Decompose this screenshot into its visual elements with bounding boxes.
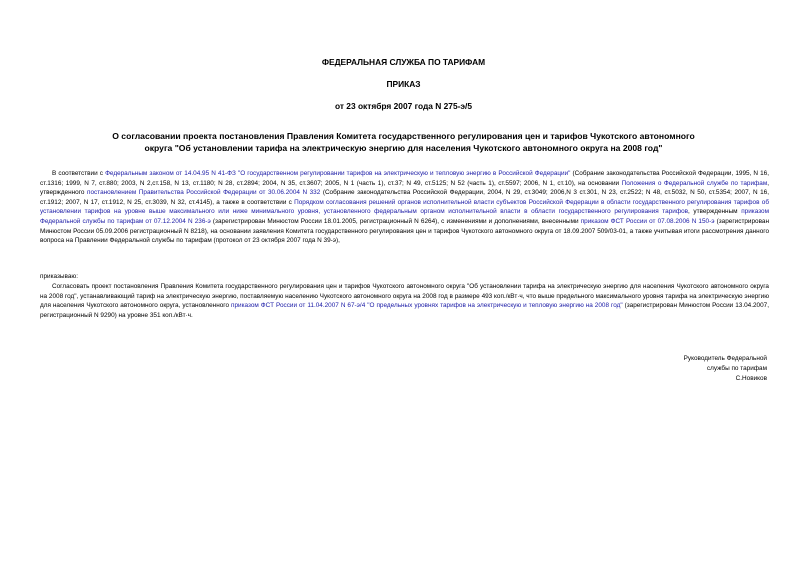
agency-heading: ФЕДЕРАЛЬНАЯ СЛУЖБА ПО ТАРИФАМ bbox=[321, 57, 486, 67]
link-government-decree[interactable]: постановлением Правительства Российской Федерации от 30.06.2004 N 332 bbox=[87, 189, 321, 197]
order-word: приказываю: bbox=[40, 273, 78, 280]
document-title bbox=[90, 130, 717, 154]
preamble-text: , утвержденного bbox=[40, 179, 770, 197]
link-fst-regulation[interactable]: Положения о Федеральной службе по тарифам bbox=[621, 179, 768, 187]
link-fst-order-150[interactable]: приказом ФСТ России от 07.08.2006 N 150-э bbox=[580, 217, 715, 225]
doc-type-heading: ПРИКАЗ bbox=[386, 79, 421, 89]
order-body-text: Согласовать проект постановления Правления Комитета государственного регулирования цен и тарифов Чукотского автономного округа "Об установлении тарифа на электрическую энергию для населения Чукотского автономного округа на 2008 год", устанавливающий тариф на электрическую энергию, поставляемую населению Чукотского автономного округа на 2008 год в размере 493 коп./кВт·ч, что выше предельного максимального уровня тарифа на электрическую энергию для населения Чукотского автономного округа, установленного bbox=[40, 283, 769, 310]
preamble-text: (зарегистрирован Минюстом России 18.01.2005, регистрационный N 6264), с изменениями и дополнениями, внесенными bbox=[210, 217, 581, 225]
title-line-2: округа "Об установлении тарифа на электрическую энергию для населения Чукотского автономного округа на 2008 год" bbox=[144, 143, 663, 153]
link-approval-procedure[interactable]: Порядком согласования решений органов исполнительной власти субъектов Российской Федерации в области государственного регулирования тарифов об установлении тарифов на уровне выше максимального или ниже минимального уровня, установленного федеральным органом исполнительной власти в области государственного регулирования тарифов bbox=[40, 198, 769, 216]
order-body-text: (зарегистрирован Минюстом России 13.04.2007, регистрационный N 9290) на уровне 351 коп./кВт·ч. bbox=[40, 302, 769, 319]
title-line-1: О согласовании проекта постановления Правления Комитета государственного регулирования цен и тарифов Чукотского автономного bbox=[112, 131, 695, 141]
signature-block bbox=[684, 354, 767, 384]
signature-position: Руководитель Федеральной bbox=[683, 355, 767, 362]
preamble-text: , утвержденным bbox=[688, 208, 742, 216]
preamble-text: (Собрание законодательства Российской Федерации, 2004, N 29, ст.3049; 2006,N 3 ст.301, N 23, ст.2522; N 48, ст.5032, N 50, ст.5354; 2007, N 16, ст.1912; 2007, N 17, ст.1912, N 25, ст.3039, N 32, ст.4145), а также в соответствии с bbox=[40, 189, 770, 206]
date-number-heading: от 23 октября 2007 года N 275-э/5 bbox=[334, 101, 473, 111]
link-fst-order-67[interactable]: приказом ФСТ России от 11.04.2007 N 67-э/4 "О предельных уровнях тарифов на электрическую и тепловую энергию на 2008 год" bbox=[231, 302, 623, 310]
preamble-paragraph bbox=[40, 169, 769, 246]
preamble-text: (Собрание законодательства Российской Федерации, 1995, N 16, ст.1316; 1999, N 7, ст.880; 2003, N 2,ст.158, N 13, ст.1180; N 28, ст.2894; 2004, N 35, ст.3607; 2005, N 1 (часть 1), ст.37; N 49, ст.5125; N 52 (часть 1), ст.5597; 2006, N 1, ст.10), на основании bbox=[40, 170, 769, 187]
order-body-paragraph bbox=[40, 282, 769, 320]
signature-name: С.Новиков bbox=[735, 375, 767, 382]
link-fst-order-236[interactable]: приказом Федеральной службы по тарифам от 07.12.2004 N 236-э bbox=[40, 208, 769, 225]
preamble-text: (зарегистрирован Минюстом России 05.09.2006 регистрационный N 8218), на основании заявления Комитета государственного регулирования цен и тарифов Чукотского автономного округа от 18.09.2007 509/03-01, а также учитывая итоги рассмотрения данного вопроса на Правлении Федеральной службы по тарифам (протокол от 23 октября 2007 года N 39-э), bbox=[40, 217, 770, 245]
preamble-text: В соответствии с bbox=[52, 170, 106, 177]
signature-agency: службы по тарифам bbox=[706, 365, 767, 372]
link-federal-law[interactable]: Федеральным законом от 14.04.95 N 41-ФЗ "О государственном регулировании тарифов на электрическую и тепловую энергию в Российской Федерации" bbox=[105, 170, 571, 177]
